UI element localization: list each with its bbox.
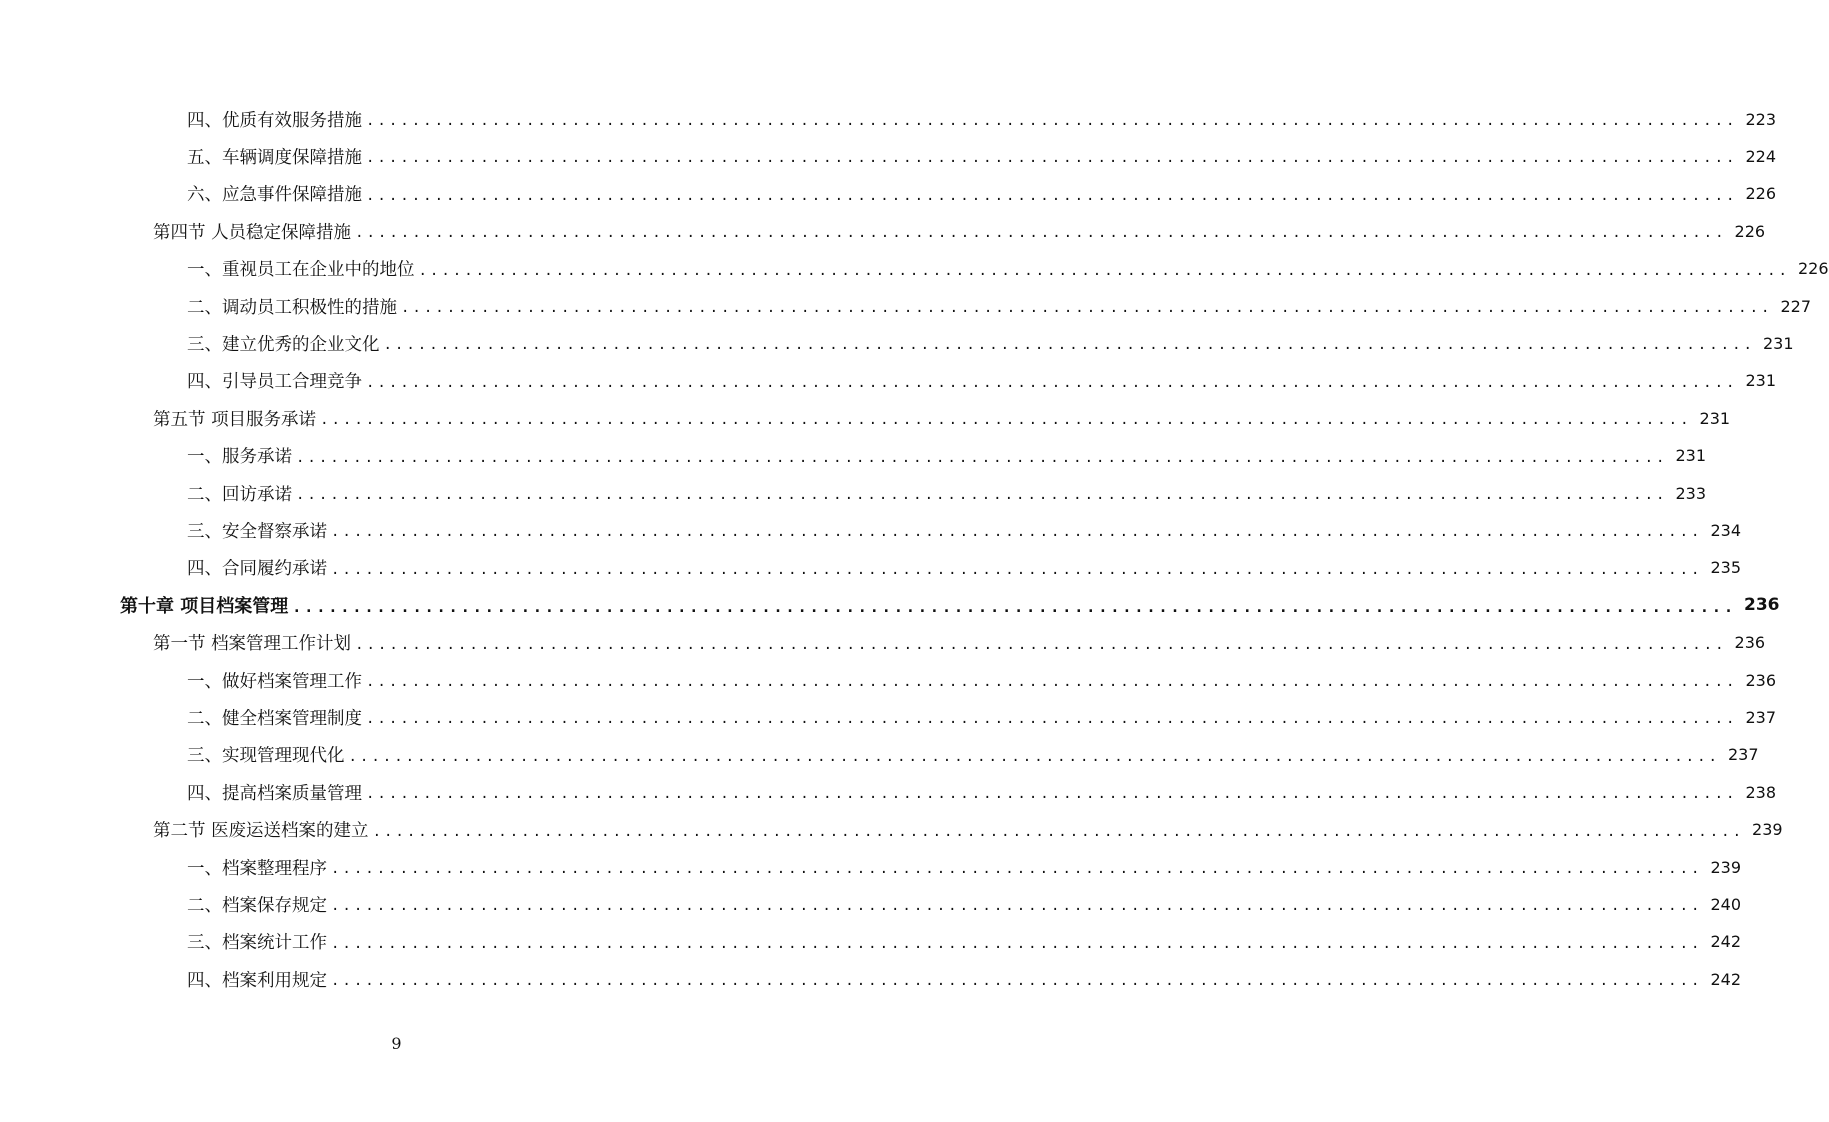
- toc-entry-page: 237: [1727, 745, 1759, 765]
- toc-entry-page: 227: [1780, 296, 1811, 316]
- toc-entry[interactable]: [187, 515, 1741, 545]
- toc-entry-page: 240: [1710, 894, 1741, 914]
- toc-entry[interactable]: [187, 889, 1741, 919]
- toc-entry-title: 第十章 项目档案管理: [120, 596, 289, 618]
- toc-entry-title: 第四节 人员稳定保障措施: [153, 222, 352, 243]
- toc-entry-title: 三、安全督察承诺: [187, 521, 327, 542]
- dot-leader: ........................................................................................................................: [331, 524, 1703, 541]
- toc-entry[interactable]: [153, 628, 1766, 658]
- toc-entry-title: 一、档案整理程序: [187, 858, 327, 879]
- dot-leader: ........................................................................................................................: [383, 337, 1755, 354]
- toc-entry[interactable]: [120, 590, 1780, 620]
- toc-entry-page: 237: [1745, 707, 1776, 727]
- toc-entry-title: 六、应急事件保障措施: [187, 185, 362, 206]
- toc-entry[interactable]: [187, 478, 1706, 508]
- toc-entry-title: 一、做好档案管理工作: [187, 671, 362, 692]
- toc-entry-title: 四、引导员工合理竞争: [187, 372, 362, 393]
- toc-entry-page: 238: [1745, 782, 1776, 802]
- dot-leader: ........................................................................................................................: [348, 748, 1720, 765]
- dot-leader: ........................................................................................................................: [366, 150, 1738, 167]
- dot-leader: ........................................................................................................................: [296, 487, 1668, 503]
- toc-entry[interactable]: [187, 179, 1776, 209]
- toc-entry-title: 二、调动员工积极性的措施: [187, 297, 397, 318]
- toc-entry[interactable]: [187, 328, 1794, 358]
- toc-entry[interactable]: [187, 852, 1741, 882]
- toc-entry-title: 四、档案利用规定: [187, 970, 327, 991]
- toc-entry-title: 一、服务承诺: [187, 447, 292, 468]
- toc-entry-page: 231: [1675, 446, 1706, 466]
- dot-leader: ........................................................................................................................: [355, 636, 1727, 653]
- toc-entry-title: 三、档案统计工作: [187, 933, 327, 954]
- toc-entry[interactable]: [187, 291, 1811, 321]
- page-number: 9: [391, 1034, 402, 1053]
- dot-leader: ........................................................................................................................: [366, 786, 1738, 803]
- dot-leader: ........................................................................................................................: [372, 823, 1745, 840]
- toc-entry-page: 224: [1745, 146, 1776, 166]
- toc-entry-page: 223: [1745, 109, 1776, 129]
- toc-entry[interactable]: [153, 216, 1766, 246]
- toc-entry[interactable]: [187, 141, 1776, 171]
- toc-entry-title: 四、提高档案质量管理: [187, 783, 362, 804]
- dot-leader: ........................................................................................................................: [331, 898, 1703, 915]
- toc-entry-page: 242: [1710, 932, 1741, 952]
- toc-entry[interactable]: [187, 665, 1776, 695]
- toc-entry[interactable]: [153, 403, 1731, 433]
- toc-entry[interactable]: [187, 553, 1741, 583]
- dot-leader: ........................................................................................................................: [331, 861, 1703, 877]
- toc-entry-page: 239: [1710, 857, 1741, 877]
- toc-entry-title: 四、优质有效服务措施: [187, 110, 362, 131]
- toc-entry[interactable]: [187, 702, 1776, 732]
- toc-entry-title: 第二节 医废运送档案的建立: [153, 821, 369, 842]
- toc-entry-page: 234: [1710, 520, 1741, 540]
- toc-entry[interactable]: [187, 927, 1741, 957]
- toc-entry-title: 三、实现管理现代化: [187, 746, 345, 767]
- toc-entry-page: 235: [1710, 558, 1741, 578]
- toc-entry[interactable]: [187, 366, 1776, 396]
- toc-entry-page: 226: [1797, 259, 1829, 279]
- toc-entry[interactable]: [187, 104, 1776, 134]
- toc-entry-page: 239: [1752, 820, 1783, 840]
- toc-entry-title: 第五节 项目服务承诺: [153, 409, 317, 430]
- dot-leader: ........................................................................................................................: [366, 374, 1738, 391]
- dot-leader: ........................................................................................................................: [331, 935, 1703, 952]
- toc-entry-title: 二、档案保存规定: [187, 895, 327, 916]
- toc-entry-page: 231: [1762, 333, 1794, 353]
- toc-entry[interactable]: [187, 740, 1759, 770]
- toc-entry-page: 233: [1675, 483, 1706, 503]
- toc-entry[interactable]: [153, 815, 1783, 845]
- toc-entry-page: 231: [1699, 408, 1731, 428]
- toc-entry-page: 236: [1734, 633, 1766, 653]
- dot-leader: ........................................................................................................................: [418, 262, 1790, 279]
- toc-entry-title: 二、健全档案管理制度: [187, 708, 362, 729]
- dot-leader: ........................................................................................................................: [366, 711, 1738, 728]
- toc-entry-page: 231: [1745, 371, 1776, 391]
- toc-entry-title: 三、建立优秀的企业文化: [187, 334, 380, 355]
- dot-leader: ........................................................................................................................: [401, 300, 1773, 316]
- dot-leader: ........................................................................................................................: [355, 225, 1727, 242]
- toc-entry-page: 226: [1734, 221, 1766, 241]
- toc-entry-page: 236: [1745, 670, 1776, 690]
- dot-leader: ........................................................................................................................: [331, 973, 1703, 990]
- toc-entry-title: 一、重视员工在企业中的地位: [187, 260, 415, 281]
- toc-entry[interactable]: [187, 777, 1776, 807]
- dot-leader: ........................................................................................................................: [331, 561, 1703, 578]
- toc-entry-page: 236: [1743, 595, 1780, 616]
- dot-leader: ........................................................................................................................: [296, 449, 1668, 466]
- toc-entry-title: 五、车辆调度保障措施: [187, 147, 362, 168]
- toc-entry[interactable]: [187, 254, 1829, 284]
- dot-leader: ........................................................................................................................: [366, 113, 1738, 129]
- dot-leader: ........................................................................................................................: [366, 674, 1738, 690]
- dot-leader: ........................................................................................................................: [366, 187, 1738, 204]
- toc-entry-title: 第一节 档案管理工作计划: [153, 634, 352, 655]
- toc-entry-title: 四、合同履约承诺: [187, 559, 327, 580]
- toc-entry-title: 二、回访承诺: [187, 484, 292, 505]
- toc-entry-page: 242: [1710, 969, 1741, 989]
- toc-entry[interactable]: [187, 964, 1741, 994]
- dot-leader: ........................................................................................................................: [320, 412, 1692, 429]
- toc-entry[interactable]: [187, 441, 1706, 471]
- dot-leader: ........................................................................................................................: [292, 598, 1736, 617]
- toc-entry-page: 226: [1745, 184, 1776, 204]
